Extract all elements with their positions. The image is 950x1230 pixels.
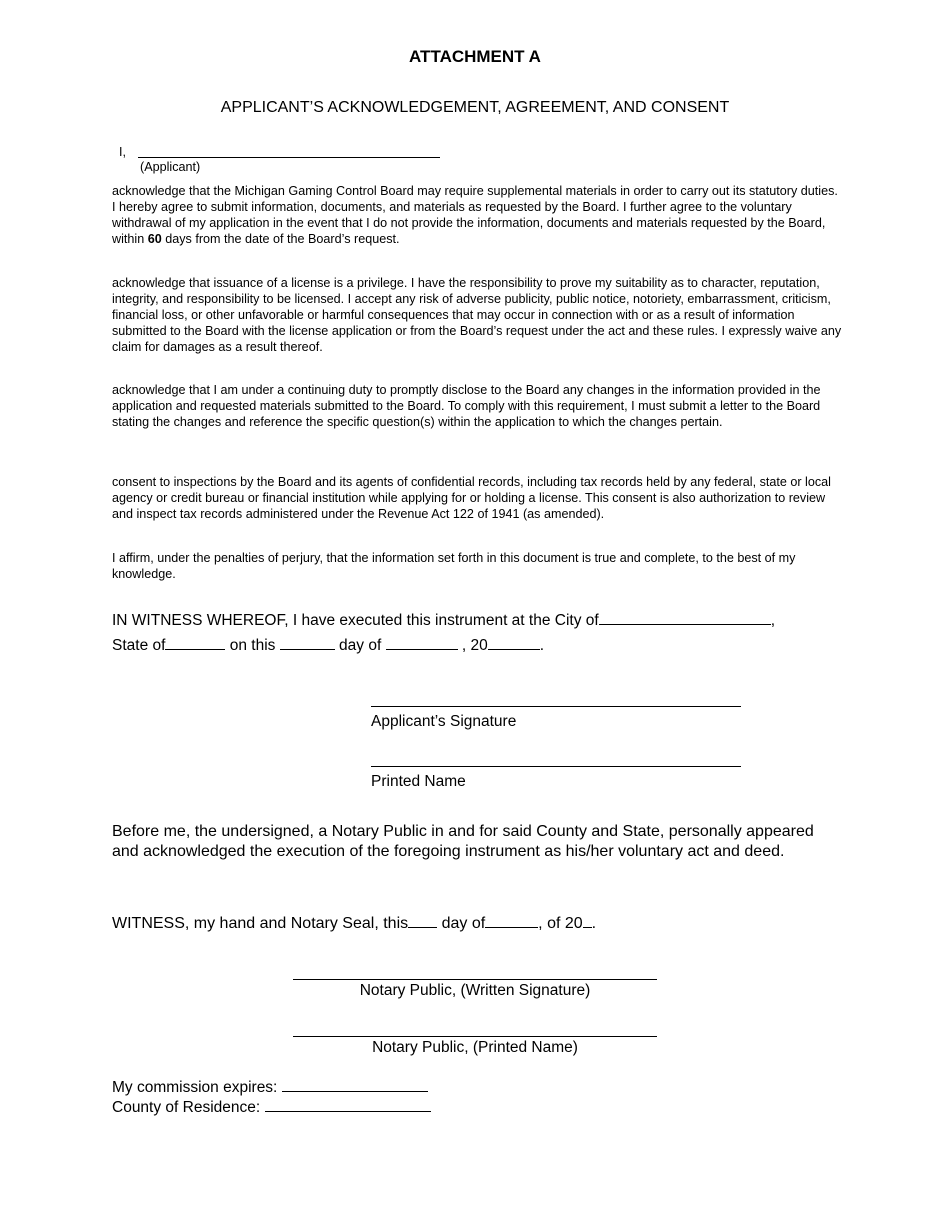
notary-written-signature-line[interactable] [293,979,657,980]
county-residence-field[interactable] [265,1097,431,1112]
on-this-label: on this [229,637,276,654]
day-field[interactable] [280,635,335,650]
applicant-prefix: I, [119,145,126,159]
paragraph-license-privilege: acknowledge that issuance of a license is a privilege. I have the responsibility to prove my suitability as to character, reputation, integrity, and responsibility to be licensed. I accept any risk of adverse publicity, public notice, notoriety, embarrassment, criticism, financial loss, or other unfavorable or harmful consequences that may occur in connection with or as a result of information submitted to the Board with the license application or from the Board’s request under the act and these rules. I expressly waive any claim for damages as a result thereof. [112,276,842,354]
state-field[interactable] [165,635,225,650]
notary-written-signature-label: Notary Public, (Written Signature) [359,982,591,999]
p1-days-count: 60 [147,232,162,246]
notary-witness-label: WITNESS, my hand and Notary Seal, this [112,915,409,932]
notary-witness-period: . [591,915,597,932]
commission-expires-label: My commission expires: [112,1079,278,1096]
day-of-label: day of [339,637,382,654]
notary-day-of-label: day of [441,915,486,932]
witness-comma: , [770,612,776,629]
month-field[interactable] [386,635,458,650]
paragraph-continuing-duty: acknowledge that I am under a continuing duty to promptly disclose to the Board any changes in the information provided in the application and requested materials submitted to the Board. To comply with this requirement, I must submit a letter to the Board stating the changes and reference the specific question(s) within the application to which the changes pertain. [112,383,821,429]
notary-year-prefix: , of 20 [538,915,583,932]
notary-day-field[interactable] [408,913,437,928]
paragraph-consent-inspections: consent to inspections by the Board and its agents of confidential records, including tax records held by any federal, state or local agency or credit bureau or financial institution while applying for or holding a license. This consent is also authorization to review and inspect tax records administered under the Revenue Act 122 of 1941 (as amended). [112,475,831,521]
year-field[interactable] [488,635,540,650]
notary-month-field[interactable] [485,913,538,928]
county-residence-row [112,1097,431,1117]
applicant-name-field[interactable] [138,157,440,158]
document-subtitle: APPLICANT’S ACKNOWLEDGEMENT, AGREEMENT, AND CONSENT [220,99,730,116]
commission-expires-row [112,1077,428,1097]
p1-text-before: acknowledge that the Michigan Gaming Control Board may require supplemental materials in order to carry out its statutory duties. I hereby agree to submit information, documents, and materials as requested by the Board. I further agree to the voluntary withdrawal of my application in the event that I do not provide the information, documents and materials requested by the Board, within [112,184,838,246]
document-title: ATTACHMENT A [409,47,541,66]
state-label: State of [112,637,166,654]
applicant-signature-label: Applicant’s Signature [371,713,517,730]
printed-name-label: Printed Name [371,773,466,790]
notary-year-field[interactable] [583,913,592,928]
notary-witness-line [112,913,596,934]
applicant-signature-line[interactable] [371,706,741,707]
notary-statement: Before me, the undersigned, a Notary Public in and for said County and State, personally appeared and acknowledged the execution of the foregoing instrument as his/her voluntary act and deed. [112,823,814,860]
county-residence-label: County of Residence: [112,1099,261,1116]
commission-expires-field[interactable] [282,1077,428,1092]
notary-printed-name-label: Notary Public, (Printed Name) [372,1039,578,1056]
paragraph-supplemental-materials [112,183,842,247]
applicant-caption: (Applicant) [140,160,201,174]
notary-printed-name-line[interactable] [293,1036,657,1037]
witness-period: . [539,637,545,654]
city-field[interactable] [599,610,771,625]
witness-line-2 [112,635,544,655]
paragraph-affirmation: I affirm, under the penalties of perjury, that the information set forth in this document is true and complete, to the best of my knowledge. [112,551,796,581]
witness-line-1 [112,610,775,630]
witness-city-label: IN WITNESS WHEREOF, I have executed this instrument at the City of [112,612,599,629]
year-prefix: , 20 [461,637,488,654]
p1-text-after: days from the date of the Board’s request. [161,232,400,246]
printed-name-line[interactable] [371,766,741,767]
